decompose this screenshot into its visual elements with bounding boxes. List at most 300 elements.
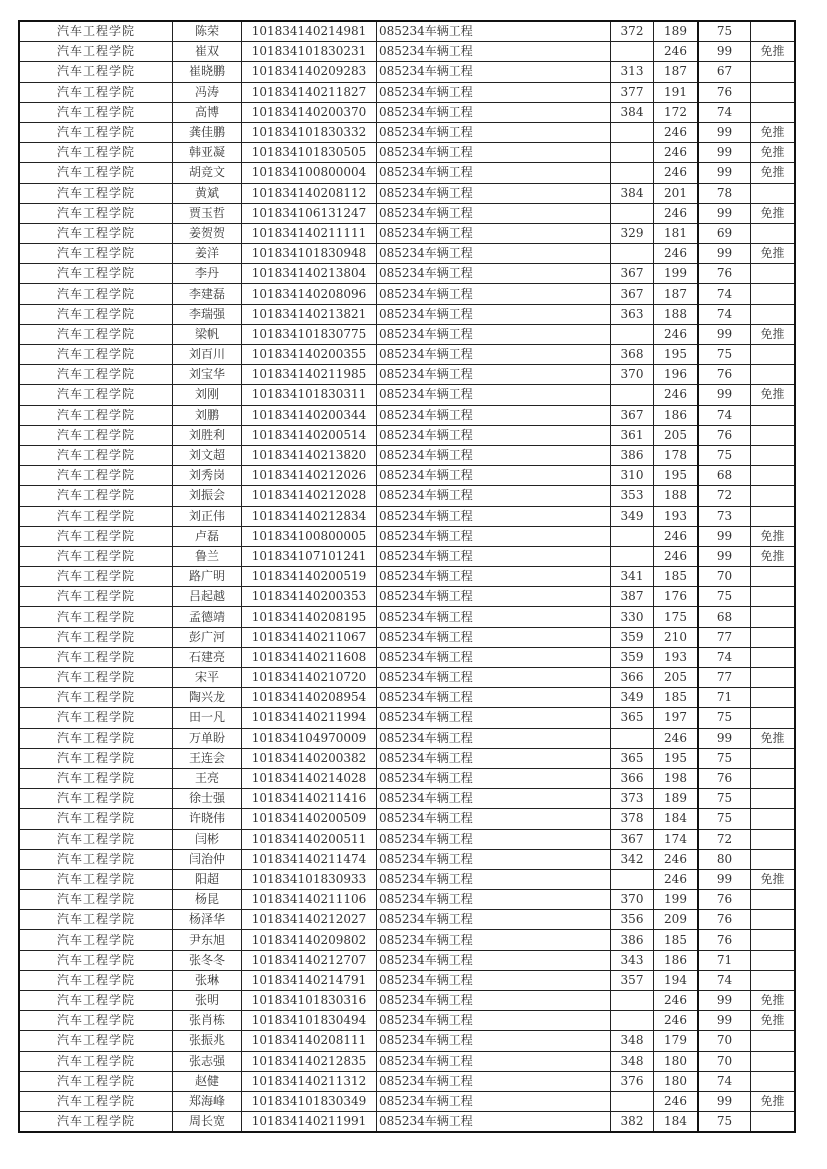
- score3-cell: 74: [698, 1071, 751, 1091]
- score3-cell: 77: [698, 668, 751, 688]
- score2-cell: 195: [654, 345, 699, 365]
- note-cell: [751, 809, 796, 829]
- score3-cell: 70: [698, 567, 751, 587]
- exam-id-cell: 101834140214028: [242, 768, 377, 788]
- exam-id-cell: 101834140200514: [242, 425, 377, 445]
- major-cell: 085234车辆工程: [377, 950, 611, 970]
- score1-cell: 372: [611, 21, 654, 42]
- major-cell: 085234车辆工程: [377, 445, 611, 465]
- college-cell: 汽车工程学院: [19, 203, 173, 223]
- table-row: [19, 1091, 795, 1111]
- name-cell: 刘文超: [173, 445, 242, 465]
- exam-id-cell: 101834140208195: [242, 607, 377, 627]
- college-cell: 汽车工程学院: [19, 21, 173, 42]
- score2-cell: 184: [654, 809, 699, 829]
- score3-cell: 75: [698, 445, 751, 465]
- score2-cell: 246: [654, 42, 699, 62]
- major-cell: 085234车辆工程: [377, 910, 611, 930]
- name-cell: 崔晓鹏: [173, 62, 242, 82]
- major-cell: 085234车辆工程: [377, 829, 611, 849]
- note-cell: 免推: [751, 869, 796, 889]
- table-row: [19, 244, 795, 264]
- table-row: [19, 304, 795, 324]
- score2-cell: 193: [654, 647, 699, 667]
- score3-cell: 99: [698, 546, 751, 566]
- note-cell: [751, 82, 796, 102]
- exam-id-cell: 101834101830948: [242, 244, 377, 264]
- major-cell: 085234车辆工程: [377, 1112, 611, 1133]
- score2-cell: 246: [654, 869, 699, 889]
- exam-id-cell: 101834100800005: [242, 526, 377, 546]
- score2-cell: 175: [654, 607, 699, 627]
- score2-cell: 246: [654, 324, 699, 344]
- score1-cell: [611, 991, 654, 1011]
- college-cell: 汽车工程学院: [19, 425, 173, 445]
- exam-id-cell: 101834140211608: [242, 647, 377, 667]
- table-row: [19, 1112, 795, 1133]
- score2-cell: 205: [654, 425, 699, 445]
- college-cell: 汽车工程学院: [19, 1051, 173, 1071]
- score1-cell: 361: [611, 425, 654, 445]
- score1-cell: [611, 728, 654, 748]
- college-cell: 汽车工程学院: [19, 122, 173, 142]
- note-cell: [751, 425, 796, 445]
- score3-cell: 76: [698, 365, 751, 385]
- note-cell: [751, 668, 796, 688]
- major-cell: 085234车辆工程: [377, 365, 611, 385]
- score2-cell: 185: [654, 930, 699, 950]
- table-row: [19, 627, 795, 647]
- table-row: [19, 728, 795, 748]
- score1-cell: 329: [611, 223, 654, 243]
- major-cell: 085234车辆工程: [377, 163, 611, 183]
- score1-cell: 365: [611, 748, 654, 768]
- score1-cell: 357: [611, 970, 654, 990]
- exam-id-cell: 101834140209802: [242, 930, 377, 950]
- name-cell: 李瑞强: [173, 304, 242, 324]
- major-cell: 085234车辆工程: [377, 890, 611, 910]
- exam-id-cell: 101834140212835: [242, 1051, 377, 1071]
- name-cell: 刘正伟: [173, 506, 242, 526]
- note-cell: [751, 970, 796, 990]
- exam-id-cell: 101834101830316: [242, 991, 377, 1011]
- score1-cell: 367: [611, 264, 654, 284]
- score1-cell: 387: [611, 587, 654, 607]
- score1-cell: 386: [611, 445, 654, 465]
- score3-cell: 71: [698, 688, 751, 708]
- score3-cell: 70: [698, 1031, 751, 1051]
- college-cell: 汽车工程学院: [19, 1112, 173, 1133]
- college-cell: 汽车工程学院: [19, 385, 173, 405]
- table-row: [19, 143, 795, 163]
- exam-id-cell: 101834140212707: [242, 950, 377, 970]
- score1-cell: 384: [611, 183, 654, 203]
- name-cell: 闫治仲: [173, 849, 242, 869]
- name-cell: 彭广河: [173, 627, 242, 647]
- score1-cell: [611, 1011, 654, 1031]
- college-cell: 汽车工程学院: [19, 466, 173, 486]
- name-cell: 梁帆: [173, 324, 242, 344]
- score3-cell: 99: [698, 244, 751, 264]
- table-row: [19, 688, 795, 708]
- table-row: [19, 284, 795, 304]
- name-cell: 韩亚凝: [173, 143, 242, 163]
- table-row: [19, 365, 795, 385]
- score2-cell: 181: [654, 223, 699, 243]
- college-cell: 汽车工程学院: [19, 647, 173, 667]
- table-row: [19, 466, 795, 486]
- score1-cell: 382: [611, 1112, 654, 1133]
- score2-cell: 246: [654, 1091, 699, 1111]
- exam-id-cell: 101834140208112: [242, 183, 377, 203]
- table-row: [19, 345, 795, 365]
- exam-id-cell: 101834140200355: [242, 345, 377, 365]
- major-cell: 085234车辆工程: [377, 425, 611, 445]
- table-row: [19, 1071, 795, 1091]
- major-cell: 085234车辆工程: [377, 264, 611, 284]
- major-cell: 085234车辆工程: [377, 385, 611, 405]
- college-cell: 汽车工程学院: [19, 849, 173, 869]
- note-cell: 免推: [751, 324, 796, 344]
- note-cell: [751, 1031, 796, 1051]
- score2-cell: 201: [654, 183, 699, 203]
- score3-cell: 99: [698, 143, 751, 163]
- major-cell: 085234车辆工程: [377, 748, 611, 768]
- score3-cell: 75: [698, 345, 751, 365]
- note-cell: [751, 1112, 796, 1133]
- table-row: [19, 506, 795, 526]
- major-cell: 085234车辆工程: [377, 970, 611, 990]
- score2-cell: 180: [654, 1051, 699, 1071]
- name-cell: 阳超: [173, 869, 242, 889]
- score2-cell: 194: [654, 970, 699, 990]
- score3-cell: 99: [698, 122, 751, 142]
- note-cell: 免推: [751, 991, 796, 1011]
- score2-cell: 176: [654, 587, 699, 607]
- table-row: [19, 789, 795, 809]
- score2-cell: 186: [654, 405, 699, 425]
- college-cell: 汽车工程学院: [19, 143, 173, 163]
- score2-cell: 189: [654, 21, 699, 42]
- major-cell: 085234车辆工程: [377, 728, 611, 748]
- exam-id-cell: 101834140200353: [242, 587, 377, 607]
- major-cell: 085234车辆工程: [377, 284, 611, 304]
- score3-cell: 75: [698, 587, 751, 607]
- note-cell: [751, 708, 796, 728]
- college-cell: 汽车工程学院: [19, 748, 173, 768]
- score3-cell: 68: [698, 607, 751, 627]
- score2-cell: 174: [654, 829, 699, 849]
- table-row: [19, 62, 795, 82]
- name-cell: 闫彬: [173, 829, 242, 849]
- score3-cell: 78: [698, 183, 751, 203]
- score3-cell: 99: [698, 991, 751, 1011]
- table-row: [19, 425, 795, 445]
- score2-cell: 187: [654, 62, 699, 82]
- table-row: [19, 42, 795, 62]
- score2-cell: 246: [654, 526, 699, 546]
- major-cell: 085234车辆工程: [377, 304, 611, 324]
- exam-id-cell: 101834140212834: [242, 506, 377, 526]
- table-row: [19, 21, 795, 42]
- name-cell: 刘百川: [173, 345, 242, 365]
- major-cell: 085234车辆工程: [377, 244, 611, 264]
- exam-id-cell: 101834140212027: [242, 910, 377, 930]
- college-cell: 汽车工程学院: [19, 82, 173, 102]
- score3-cell: 74: [698, 405, 751, 425]
- score3-cell: 72: [698, 829, 751, 849]
- score3-cell: 69: [698, 223, 751, 243]
- table-row: [19, 445, 795, 465]
- note-cell: 免推: [751, 1011, 796, 1031]
- college-cell: 汽车工程学院: [19, 486, 173, 506]
- major-cell: 085234车辆工程: [377, 203, 611, 223]
- score2-cell: 195: [654, 748, 699, 768]
- major-cell: 085234车辆工程: [377, 587, 611, 607]
- name-cell: 李丹: [173, 264, 242, 284]
- score2-cell: 197: [654, 708, 699, 728]
- college-cell: 汽车工程学院: [19, 223, 173, 243]
- exam-id-cell: 101834100800004: [242, 163, 377, 183]
- major-cell: 085234车辆工程: [377, 991, 611, 1011]
- score1-cell: 376: [611, 1071, 654, 1091]
- note-cell: [751, 183, 796, 203]
- exam-id-cell: 101834140212028: [242, 486, 377, 506]
- score2-cell: 209: [654, 910, 699, 930]
- exam-id-cell: 101834140211985: [242, 365, 377, 385]
- score1-cell: 367: [611, 829, 654, 849]
- score1-cell: 330: [611, 607, 654, 627]
- score2-cell: 184: [654, 1112, 699, 1133]
- score2-cell: 187: [654, 284, 699, 304]
- score1-cell: 386: [611, 930, 654, 950]
- exam-id-cell: 101834101830775: [242, 324, 377, 344]
- exam-id-cell: 101834140213820: [242, 445, 377, 465]
- college-cell: 汽车工程学院: [19, 789, 173, 809]
- table-row: [19, 970, 795, 990]
- college-cell: 汽车工程学院: [19, 324, 173, 344]
- major-cell: 085234车辆工程: [377, 324, 611, 344]
- score3-cell: 73: [698, 506, 751, 526]
- table-row: [19, 829, 795, 849]
- note-cell: 免推: [751, 385, 796, 405]
- score3-cell: 99: [698, 324, 751, 344]
- score3-cell: 99: [698, 163, 751, 183]
- table-row: [19, 203, 795, 223]
- note-cell: [751, 627, 796, 647]
- exam-id-cell: 101834140210720: [242, 668, 377, 688]
- major-cell: 085234车辆工程: [377, 708, 611, 728]
- score1-cell: 353: [611, 486, 654, 506]
- exam-id-cell: 101834140208096: [242, 284, 377, 304]
- note-cell: 免推: [751, 1091, 796, 1111]
- note-cell: [751, 789, 796, 809]
- score3-cell: 76: [698, 768, 751, 788]
- score1-cell: 349: [611, 688, 654, 708]
- score3-cell: 76: [698, 890, 751, 910]
- score2-cell: 210: [654, 627, 699, 647]
- score3-cell: 76: [698, 930, 751, 950]
- exam-id-cell: 101834101830494: [242, 1011, 377, 1031]
- score3-cell: 74: [698, 284, 751, 304]
- score1-cell: 366: [611, 768, 654, 788]
- note-cell: [751, 304, 796, 324]
- score2-cell: 246: [654, 728, 699, 748]
- exam-id-cell: 101834140211416: [242, 789, 377, 809]
- note-cell: [751, 647, 796, 667]
- name-cell: 张肖栋: [173, 1011, 242, 1031]
- name-cell: 宋平: [173, 668, 242, 688]
- note-cell: [751, 62, 796, 82]
- college-cell: 汽车工程学院: [19, 688, 173, 708]
- exam-id-cell: 101834140211474: [242, 849, 377, 869]
- score3-cell: 99: [698, 385, 751, 405]
- note-cell: [751, 829, 796, 849]
- score1-cell: 367: [611, 284, 654, 304]
- major-cell: 085234车辆工程: [377, 183, 611, 203]
- score1-cell: [611, 143, 654, 163]
- score-table: [18, 20, 796, 1133]
- name-cell: 黄斌: [173, 183, 242, 203]
- name-cell: 吕起越: [173, 587, 242, 607]
- score2-cell: 193: [654, 506, 699, 526]
- major-cell: 085234车辆工程: [377, 143, 611, 163]
- college-cell: 汽车工程学院: [19, 244, 173, 264]
- college-cell: 汽车工程学院: [19, 910, 173, 930]
- major-cell: 085234车辆工程: [377, 567, 611, 587]
- table-row: [19, 587, 795, 607]
- score3-cell: 67: [698, 62, 751, 82]
- exam-id-cell: 101834140213821: [242, 304, 377, 324]
- table-row: [19, 546, 795, 566]
- college-cell: 汽车工程学院: [19, 546, 173, 566]
- exam-id-cell: 101834101830933: [242, 869, 377, 889]
- exam-id-cell: 101834140211827: [242, 82, 377, 102]
- major-cell: 085234车辆工程: [377, 405, 611, 425]
- score2-cell: 246: [654, 244, 699, 264]
- exam-id-cell: 101834101830349: [242, 1091, 377, 1111]
- exam-id-cell: 101834107101241: [242, 546, 377, 566]
- score1-cell: 370: [611, 890, 654, 910]
- exam-id-cell: 101834140209283: [242, 62, 377, 82]
- exam-id-cell: 101834140212026: [242, 466, 377, 486]
- note-cell: [751, 223, 796, 243]
- score1-cell: 373: [611, 789, 654, 809]
- name-cell: 鲁兰: [173, 546, 242, 566]
- note-cell: [751, 466, 796, 486]
- college-cell: 汽车工程学院: [19, 1071, 173, 1091]
- major-cell: 085234车辆工程: [377, 789, 611, 809]
- score3-cell: 75: [698, 708, 751, 728]
- table-row: [19, 385, 795, 405]
- score1-cell: [611, 546, 654, 566]
- exam-id-cell: 101834140211991: [242, 1112, 377, 1133]
- table-row: [19, 82, 795, 102]
- exam-id-cell: 101834106131247: [242, 203, 377, 223]
- score1-cell: [611, 1091, 654, 1111]
- score3-cell: 99: [698, 728, 751, 748]
- note-cell: [751, 688, 796, 708]
- score1-cell: 349: [611, 506, 654, 526]
- table-row: [19, 1011, 795, 1031]
- note-cell: [751, 405, 796, 425]
- college-cell: 汽车工程学院: [19, 567, 173, 587]
- exam-id-cell: 101834140200370: [242, 102, 377, 122]
- score2-cell: 180: [654, 1071, 699, 1091]
- major-cell: 085234车辆工程: [377, 102, 611, 122]
- college-cell: 汽车工程学院: [19, 991, 173, 1011]
- table-row: [19, 708, 795, 728]
- note-cell: [751, 345, 796, 365]
- college-cell: 汽车工程学院: [19, 809, 173, 829]
- table-row: [19, 567, 795, 587]
- score3-cell: 72: [698, 486, 751, 506]
- score1-cell: [611, 324, 654, 344]
- score1-cell: 370: [611, 365, 654, 385]
- table-row: [19, 526, 795, 546]
- score3-cell: 76: [698, 425, 751, 445]
- college-cell: 汽车工程学院: [19, 869, 173, 889]
- note-cell: [751, 1051, 796, 1071]
- score3-cell: 77: [698, 627, 751, 647]
- note-cell: [751, 445, 796, 465]
- college-cell: 汽车工程学院: [19, 405, 173, 425]
- name-cell: 刘秀岗: [173, 466, 242, 486]
- college-cell: 汽车工程学院: [19, 627, 173, 647]
- note-cell: [751, 21, 796, 42]
- major-cell: 085234车辆工程: [377, 849, 611, 869]
- college-cell: 汽车工程学院: [19, 345, 173, 365]
- major-cell: 085234车辆工程: [377, 62, 611, 82]
- name-cell: 冯涛: [173, 82, 242, 102]
- score3-cell: 75: [698, 1112, 751, 1133]
- college-cell: 汽车工程学院: [19, 1091, 173, 1111]
- score1-cell: 366: [611, 668, 654, 688]
- score1-cell: 359: [611, 627, 654, 647]
- note-cell: [751, 567, 796, 587]
- name-cell: 刘振会: [173, 486, 242, 506]
- college-cell: 汽车工程学院: [19, 708, 173, 728]
- exam-id-cell: 101834104970009: [242, 728, 377, 748]
- major-cell: 085234车辆工程: [377, 223, 611, 243]
- major-cell: 085234车辆工程: [377, 526, 611, 546]
- note-cell: 免推: [751, 546, 796, 566]
- note-cell: [751, 930, 796, 950]
- score1-cell: 359: [611, 647, 654, 667]
- score1-cell: [611, 163, 654, 183]
- score1-cell: [611, 203, 654, 223]
- score1-cell: 363: [611, 304, 654, 324]
- score2-cell: 178: [654, 445, 699, 465]
- score3-cell: 99: [698, 869, 751, 889]
- college-cell: 汽车工程学院: [19, 970, 173, 990]
- table-row: [19, 869, 795, 889]
- exam-id-cell: 101834101830231: [242, 42, 377, 62]
- score2-cell: 246: [654, 546, 699, 566]
- major-cell: 085234车辆工程: [377, 1011, 611, 1031]
- note-cell: [751, 365, 796, 385]
- score2-cell: 246: [654, 203, 699, 223]
- name-cell: 李建磊: [173, 284, 242, 304]
- note-cell: [751, 486, 796, 506]
- college-cell: 汽车工程学院: [19, 829, 173, 849]
- college-cell: 汽车工程学院: [19, 1031, 173, 1051]
- score2-cell: 198: [654, 768, 699, 788]
- table-row: [19, 991, 795, 1011]
- exam-id-cell: 101834140211994: [242, 708, 377, 728]
- table-row: [19, 910, 795, 930]
- exam-id-cell: 101834140200382: [242, 748, 377, 768]
